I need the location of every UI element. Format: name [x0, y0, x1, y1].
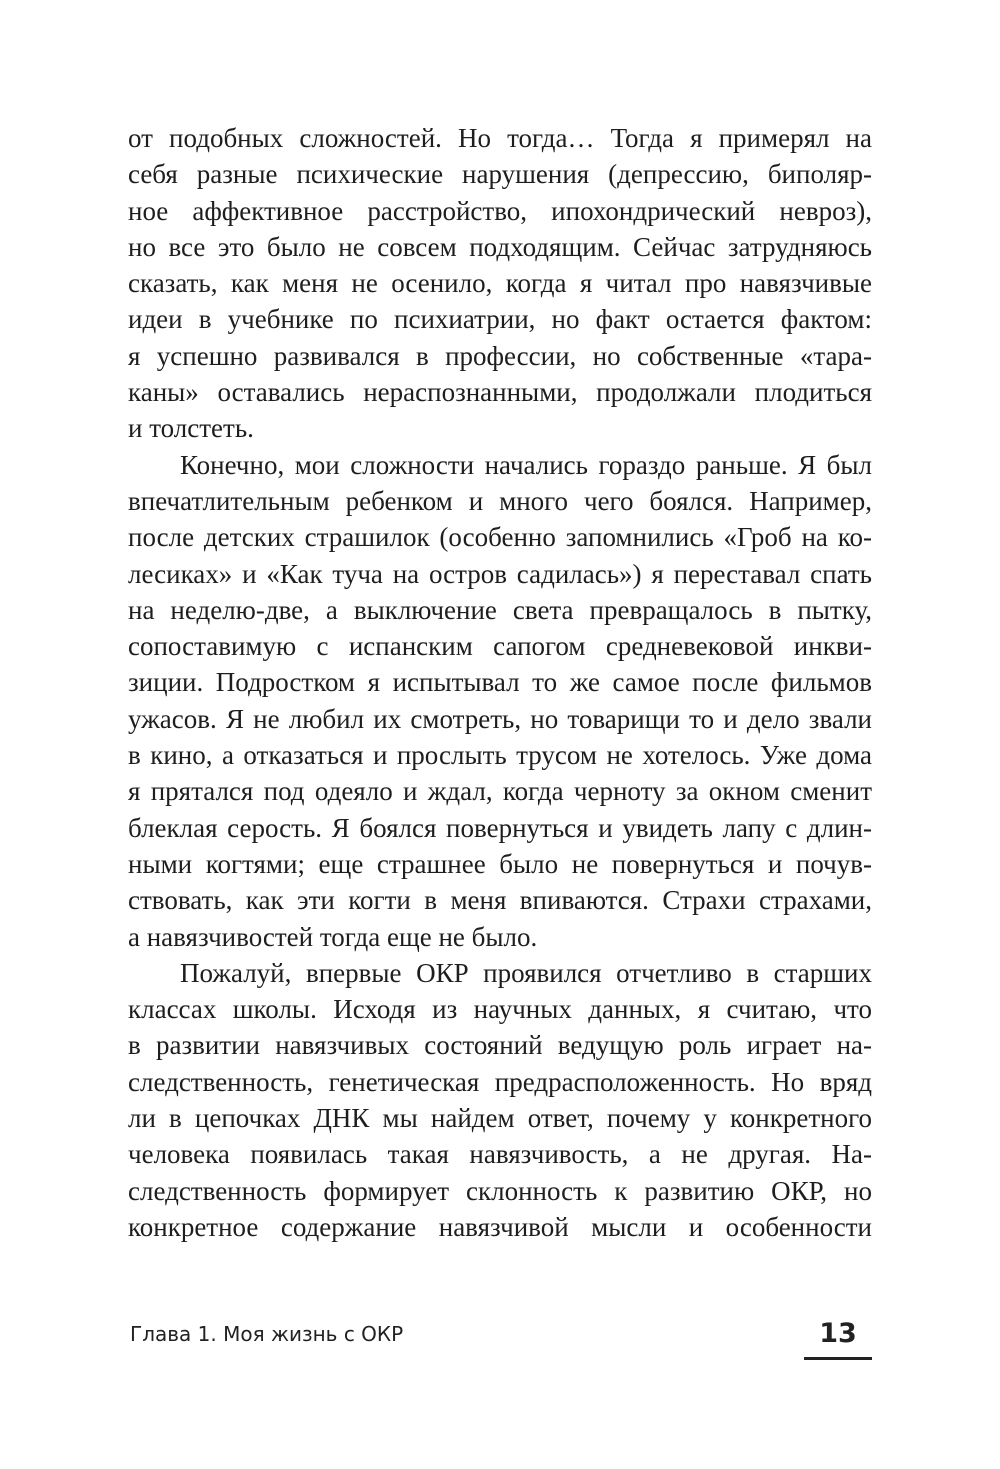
text-line: после детских страшилок (особенно запомнились «Гроб на ко- [128, 522, 872, 553]
paragraph [128, 447, 872, 955]
text-line: ужасов. Я не любил их смотреть, но товарищи то и дело звали [128, 703, 872, 734]
paragraph [128, 120, 872, 447]
text-line: я прятался под одеяло и ждал, когда черноту за окном сменит [128, 776, 872, 807]
text-line: следственность формирует склонность к развитию ОКР, но [128, 1175, 872, 1206]
text-line: я успешно развивался в профессии, но собственные «тара- [128, 340, 872, 371]
text-line: в кино, а отказаться и прослыть трусом не хотелось. Уже дома [128, 740, 872, 771]
text-line: зиции. Подростком я испытывал то же самое после фильмов [128, 667, 872, 698]
text-line: блеклая серость. Я боялся повернуться и увидеть лапу с длин- [128, 812, 872, 843]
text-line: себя разные психические нарушения (депрессию, биполяр- [128, 159, 872, 190]
text-line: человека появилась такая навязчивость, а не другая. На- [128, 1139, 872, 1170]
text-line: лесиках» и «Как туча на остров садилась») я переставал спать [128, 558, 872, 589]
text-line: впечатлительным ребенком и много чего боялся. Например, [128, 485, 872, 516]
text-line: ли в цепочках ДНК мы найдем ответ, почему у конкретного [128, 1103, 872, 1134]
text-line: от подобных сложностей. Но тогда… Тогда я примерял на [128, 123, 872, 153]
text-line: Пожалуй, впервые ОКР проявился отчетливо в старших [180, 957, 872, 988]
text-line: а навязчивостей тогда еще не было. [128, 921, 538, 952]
text-line: классах школы. Исходя из научных данных, я считаю, что [128, 994, 872, 1025]
text-line: каны» оставались нераспознанными, продолжали плодиться [128, 377, 872, 408]
page-number: 13 [819, 1318, 857, 1349]
text-line: на неделю-две, а выключение света превращалось в пытку, [128, 594, 872, 625]
text-line: ствовать, как эти когти в меня впиваются. Страхи страхами, [128, 885, 872, 916]
text-line: ное аффективное расстройство, ипохондрический невроз), [128, 195, 872, 226]
text-line: сопоставимую с испанским сапогом средневековой инкви- [128, 631, 872, 662]
chapter-footer: Глава 1. Моя жизнь с ОКР [130, 1322, 404, 1346]
text-line: но все это было не совсем подходящим. Сейчас затрудняюсь [128, 231, 872, 262]
body-text [128, 120, 872, 1245]
text-line: ными когтями; еще страшнее было не повернуться и почув- [128, 848, 872, 879]
text-line: в развитии навязчивых состояний ведущую роль играет на- [128, 1030, 872, 1061]
text-line: сказать, как меня не осенило, когда я читал про навязчивые [128, 268, 872, 299]
text-line: следственность, генетическая предрасположенность. Но вряд [128, 1066, 872, 1097]
text-line: идеи в учебнике по психиатрии, но факт остается фактом: [128, 304, 872, 335]
text-line: и толстеть. [128, 413, 254, 444]
paragraph [128, 955, 872, 1245]
text-line: Конечно, мои сложности начались гораздо раньше. Я был [180, 449, 872, 480]
page-number-underline [804, 1357, 872, 1360]
text-line: конкретное содержание навязчивой мысли и особенности [128, 1211, 872, 1242]
